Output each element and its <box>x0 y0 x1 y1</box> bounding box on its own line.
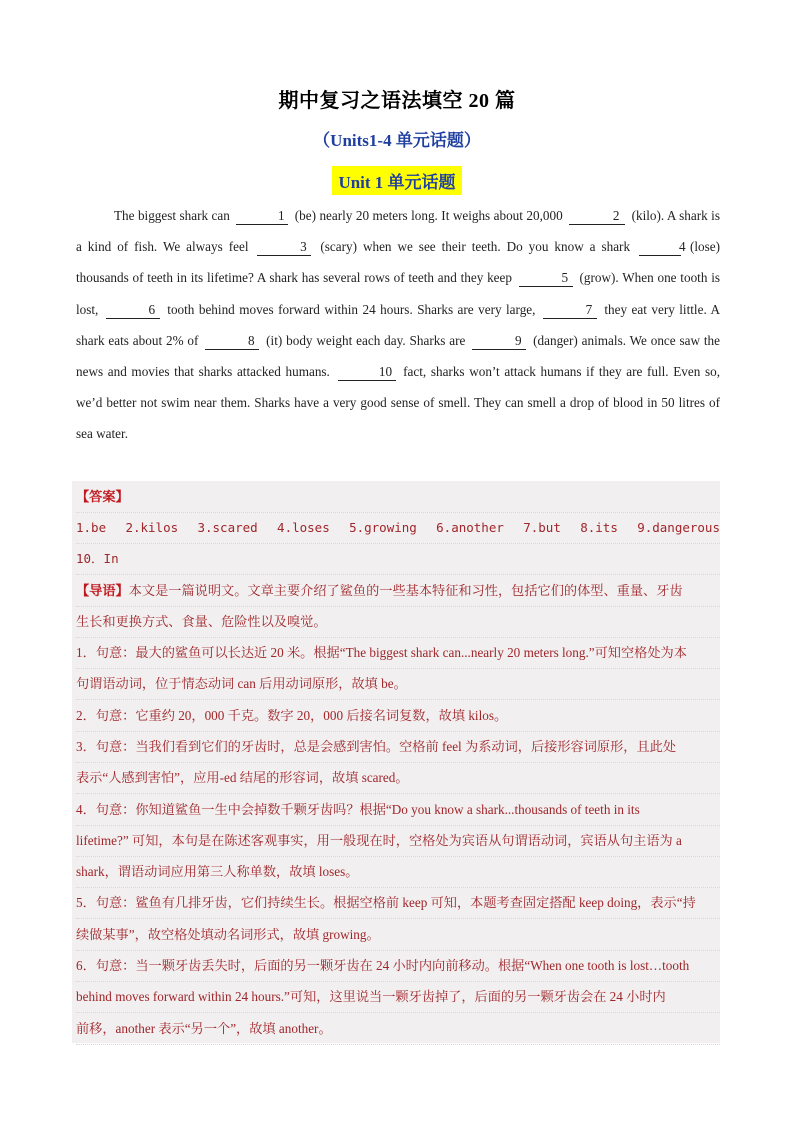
passage-text: (lose) thousands of teeth in its lifetime? A shark has several rows of teeth and they keep <box>76 239 720 286</box>
passage-text: (be) nearly 20 meters long. It weighs about 20,000 <box>291 208 567 223</box>
answer-item: 9.dangerous <box>637 520 720 535</box>
document-title: 期中复习之语法填空 20 篇 <box>278 90 516 112</box>
answer-item: 7.but <box>523 520 561 535</box>
explanation-line <box>76 1013 720 1045</box>
passage-text: (it) body weight each day. Sharks are <box>262 332 470 348</box>
passage-text: tooth behind moves forward within 24 hours. Sharks are very large, <box>162 301 540 317</box>
blank-9[interactable]: 9 <box>472 333 526 350</box>
explanation-line <box>76 981 720 1013</box>
answer-heading: 【答案】 <box>76 489 129 504</box>
explanation-line <box>76 887 720 919</box>
explanation-line <box>76 637 720 669</box>
answer-item: 4.loses <box>277 520 330 535</box>
guide-text-1: 本文是一篇说明文。文章主要介绍了鲨鱼的一些基本特征和习性，包括它们的体型、重量、牙齿 <box>128 583 683 598</box>
explanation-text: behind moves forward within 24 hours.”可知，这里说当一颗牙齿掉了，后面的另一颗牙齿会在 24 小时内 <box>76 989 666 1005</box>
answer-item-10: 10．In <box>76 551 119 566</box>
blank-1[interactable]: 1 <box>236 208 288 225</box>
explanation-text: 1．句意：最大的鲨鱼可以长达近 20 米。根据“The biggest shark can...nearly 20 meters long.”可知空格处为本 <box>76 645 687 660</box>
explanation-text: shark，谓语动词应用第三人称单数，故填 loses。 <box>76 864 359 880</box>
explanation-line <box>76 856 720 888</box>
explanation-text: 3．句意：当我们看到它们的牙齿时，总是会感到害怕。空格前 feel 为系动词，后接形容词原形，且此处 <box>76 738 677 754</box>
explanation-text: 前移，another 表示“另一个”，故填 another。 <box>76 1020 332 1036</box>
passage-text: fact, sharks won’t attack humans if they are full. Even so, we’d better not swim near them. Sharks have a very good sense of smell. They can smell a drop of blood in 50 litres of sea water. <box>76 364 720 442</box>
blank-2[interactable]: 2 <box>569 208 625 225</box>
passage-text: (kilo). A shark is a kind of fish. We always feel <box>76 208 720 255</box>
explanation-text: 6．句意：当一颗牙齿丢失时，后面的另一颗牙齿在 24 小时内向前移动。根据“When one tooth is lost…tooth <box>76 958 690 973</box>
blank-7[interactable]: 7 <box>543 302 597 319</box>
document-subtitle: （Units1-4 单元话题） <box>313 131 481 150</box>
explanation-text: 4．句意：你知道鲨鱼一生中会掉数千颗牙齿吗？根据“Do you know a shark...thousands of teeth in its <box>76 801 640 817</box>
unit-title: Unit 1 单元话题 <box>332 166 461 195</box>
answer-heading-line <box>76 481 720 513</box>
guide-text-2: 生长和更换方式、食量、危险性以及嗅觉。 <box>76 614 327 629</box>
blank-10[interactable]: 10 <box>338 364 396 381</box>
passage-text: (danger) animals. We once saw the news and movies that sharks attacked humans. <box>76 332 721 380</box>
answer-item: 2.kilos <box>125 520 179 535</box>
explanation-line <box>76 668 720 700</box>
explanation-line <box>76 731 720 763</box>
passage-paragraph <box>76 200 720 450</box>
guide-line-2 <box>76 606 720 638</box>
explanation-text: 句谓语动词，位于情态动词 can 后用动词原形，故填 be。 <box>76 676 407 692</box>
guide-line-1 <box>76 575 720 607</box>
answer-list-line-2 <box>76 543 720 575</box>
unit-heading-wrap <box>0 166 794 195</box>
answer-item: 8.its <box>580 520 618 535</box>
blank-3[interactable]: 3 <box>257 239 311 256</box>
explanation-text: 2．句意：它重约 20，000 千克。数字 20，000 后接名词复数，故填 kilos。 <box>76 707 508 723</box>
explanation-line <box>76 794 720 826</box>
passage-text: they eat very little. A shark eats about 2% of <box>76 301 720 348</box>
explanation-text: 续做某事”，故空格处填动名词形式，故填 growing。 <box>76 926 380 942</box>
answer-item: 5.growing <box>349 520 417 535</box>
answer-list-line <box>76 512 720 544</box>
blank-8[interactable]: 8 <box>205 333 259 350</box>
explanation-text: 5．句意：鲨鱼有几排牙齿，它们持续生长。根据空格前 keep 可知，本题考查固定搭配 keep doing，表示“持 <box>76 895 696 911</box>
blank-5[interactable]: 5 <box>519 270 573 287</box>
answer-item: 6.another <box>436 520 504 535</box>
cloze-passage <box>76 200 720 450</box>
explanation-line <box>76 825 720 857</box>
explanation-line <box>76 919 720 951</box>
explanation-line <box>76 762 720 794</box>
blank-4[interactable]: 4 <box>639 239 681 256</box>
answer-item: 3.scared <box>197 520 258 535</box>
explanation-line <box>76 950 720 982</box>
explanation-text: lifetime?” 可知，本句是在陈述客观事实，用一般现在时，空格处为宾语从句谓语动词，宾语从句主语为 a <box>76 832 682 848</box>
passage-text: (scary) when we see their teeth. Do you know a shark <box>314 239 637 255</box>
answer-list <box>76 512 720 543</box>
explanation-text: 表示“人感到害怕”，应用-ed 结尾的形容词，故填 scared。 <box>76 770 409 786</box>
passage-text: The biggest shark can <box>114 208 234 223</box>
guide-label: 【导语】 <box>76 583 129 598</box>
passage-text: (grow). When one tooth is lost, <box>76 270 720 317</box>
blank-6[interactable]: 6 <box>106 302 160 319</box>
explanation-line <box>76 700 720 732</box>
answer-item: 1.be <box>76 520 107 535</box>
